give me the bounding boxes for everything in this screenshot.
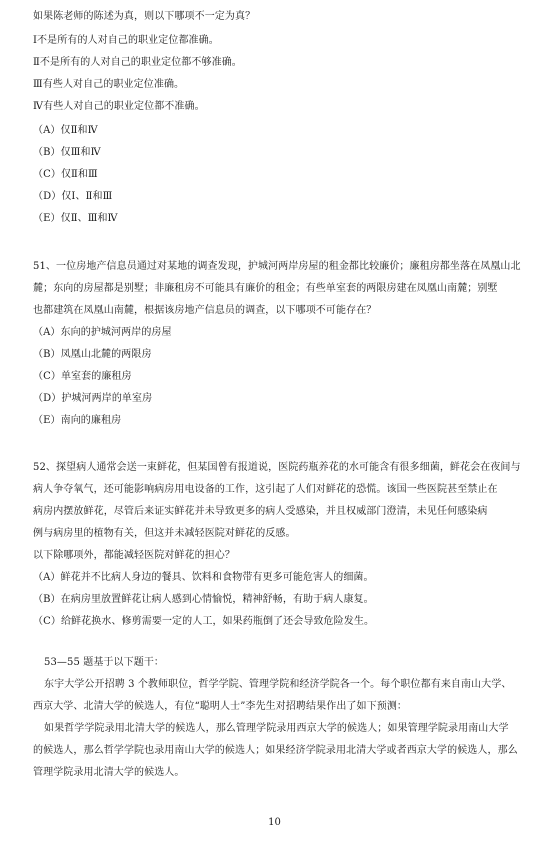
q51-option-b: （B）凤凰山北麓的两限房 xyxy=(33,349,152,360)
option-e: （E）仅Ⅱ、Ⅲ和Ⅳ xyxy=(33,213,118,224)
option-d: （D）仅Ⅰ、Ⅱ和Ⅲ xyxy=(33,191,113,202)
q51-line-1: 51、一位房地产信息员通过对某地的调查发现，护城河两岸房屋的租金都比较廉价；廉租房都坐落在凤凰山北 xyxy=(33,261,521,272)
statement-1: Ⅰ不是所有的人对自己的职业定位都准确。 xyxy=(33,35,219,46)
statement-2: Ⅱ不是所有的人对自己的职业定位都不够准确。 xyxy=(33,57,242,68)
q52-option-c: （C）给鲜花换水、修剪需要一定的人工，如果药瓶倒了还会导致危险发生。 xyxy=(33,616,375,627)
q52-option-b: （B）在病房里放置鲜花让病人感到心情愉悦，精神舒畅，有助于病人康复。 xyxy=(33,594,374,605)
context-line-2: 西京大学、北清大学的候选人，有位“聪明人士”李先生对招聘结果作出了如下预测： xyxy=(33,701,408,712)
q51-option-e: （E）南向的廉租房 xyxy=(33,415,122,426)
q52-option-a: （A）鲜花并不比病人身边的餐具、饮料和食物带有更多可能危害人的细菌。 xyxy=(33,572,374,583)
q52-line-4: 例与病房里的植物有关，但这并未减轻医院对鲜花的反感。 xyxy=(33,528,296,539)
context-line-3: 如果哲学学院录用北清大学的候选人，那么管理学院录用西京大学的候选人；如果管理学院录用南山大学 xyxy=(44,723,509,734)
context-line-5: 管理学院录用北清大学的候选人。 xyxy=(33,767,185,778)
q52-line-3: 病房内摆放鲜花，尽管后来证实鲜花并未导致更多的病人受感染，并且权威部门澄清，未见任何感染病 xyxy=(33,506,488,517)
q52-line-2: 病人争夺氧气，还可能影响病房用电设备的工作，这引起了人们对鲜花的恐慌。该国一些医院甚至禁止在 xyxy=(33,484,498,495)
option-a: （A）仅Ⅱ和Ⅳ xyxy=(33,125,98,136)
option-b: （B）仅Ⅲ和Ⅳ xyxy=(33,147,101,158)
page-number: 10 xyxy=(268,817,281,828)
context-heading: 53—55 题基于以下题干： xyxy=(44,657,165,668)
statement-3: Ⅲ有些人对自己的职业定位准确。 xyxy=(33,79,185,90)
q51-line-2: 麓；东向的房屋都是别墅；非廉租房不可能具有廉价的租金；有些单室套的两限房建在凤凰山南麓；别墅 xyxy=(33,283,498,294)
q52-line-1: 52、探望病人通常会送一束鲜花，但某国曾有报道说，医院药瓶养花的水可能含有很多细菌，鲜花会在夜间与 xyxy=(33,462,521,473)
statement-4: Ⅳ有些人对自己的职业定位都不准确。 xyxy=(33,101,205,112)
context-line-1: 东宇大学公开招聘 3 个教师职位，哲学学院、管理学院和经济学院各一个。每个职位都有来自南山大学、 xyxy=(44,679,512,690)
question-stem: 如果陈老师的陈述为真，则以下哪项不一定为真？ xyxy=(33,11,256,22)
option-c: （C）仅Ⅱ和Ⅲ xyxy=(33,169,98,180)
q51-line-3: 也都建筑在凤凰山南麓，根据该房地产信息员的调查，以下哪项不可能存在？ xyxy=(33,305,377,316)
q51-option-a: （A）东向的护城河两岸的房屋 xyxy=(33,327,172,338)
q52-line-5: 以下除哪项外，都能减轻医院对鲜花的担心？ xyxy=(33,550,235,561)
q51-option-c: （C）单室套的廉租房 xyxy=(33,371,132,382)
q51-option-d: （D）护城河两岸的单室房 xyxy=(33,393,153,404)
context-line-4: 的候选人，那么哲学学院也录用南山大学的候选人；如果经济学院录用北清大学或者西京大学的候选人，那么 xyxy=(33,745,518,756)
